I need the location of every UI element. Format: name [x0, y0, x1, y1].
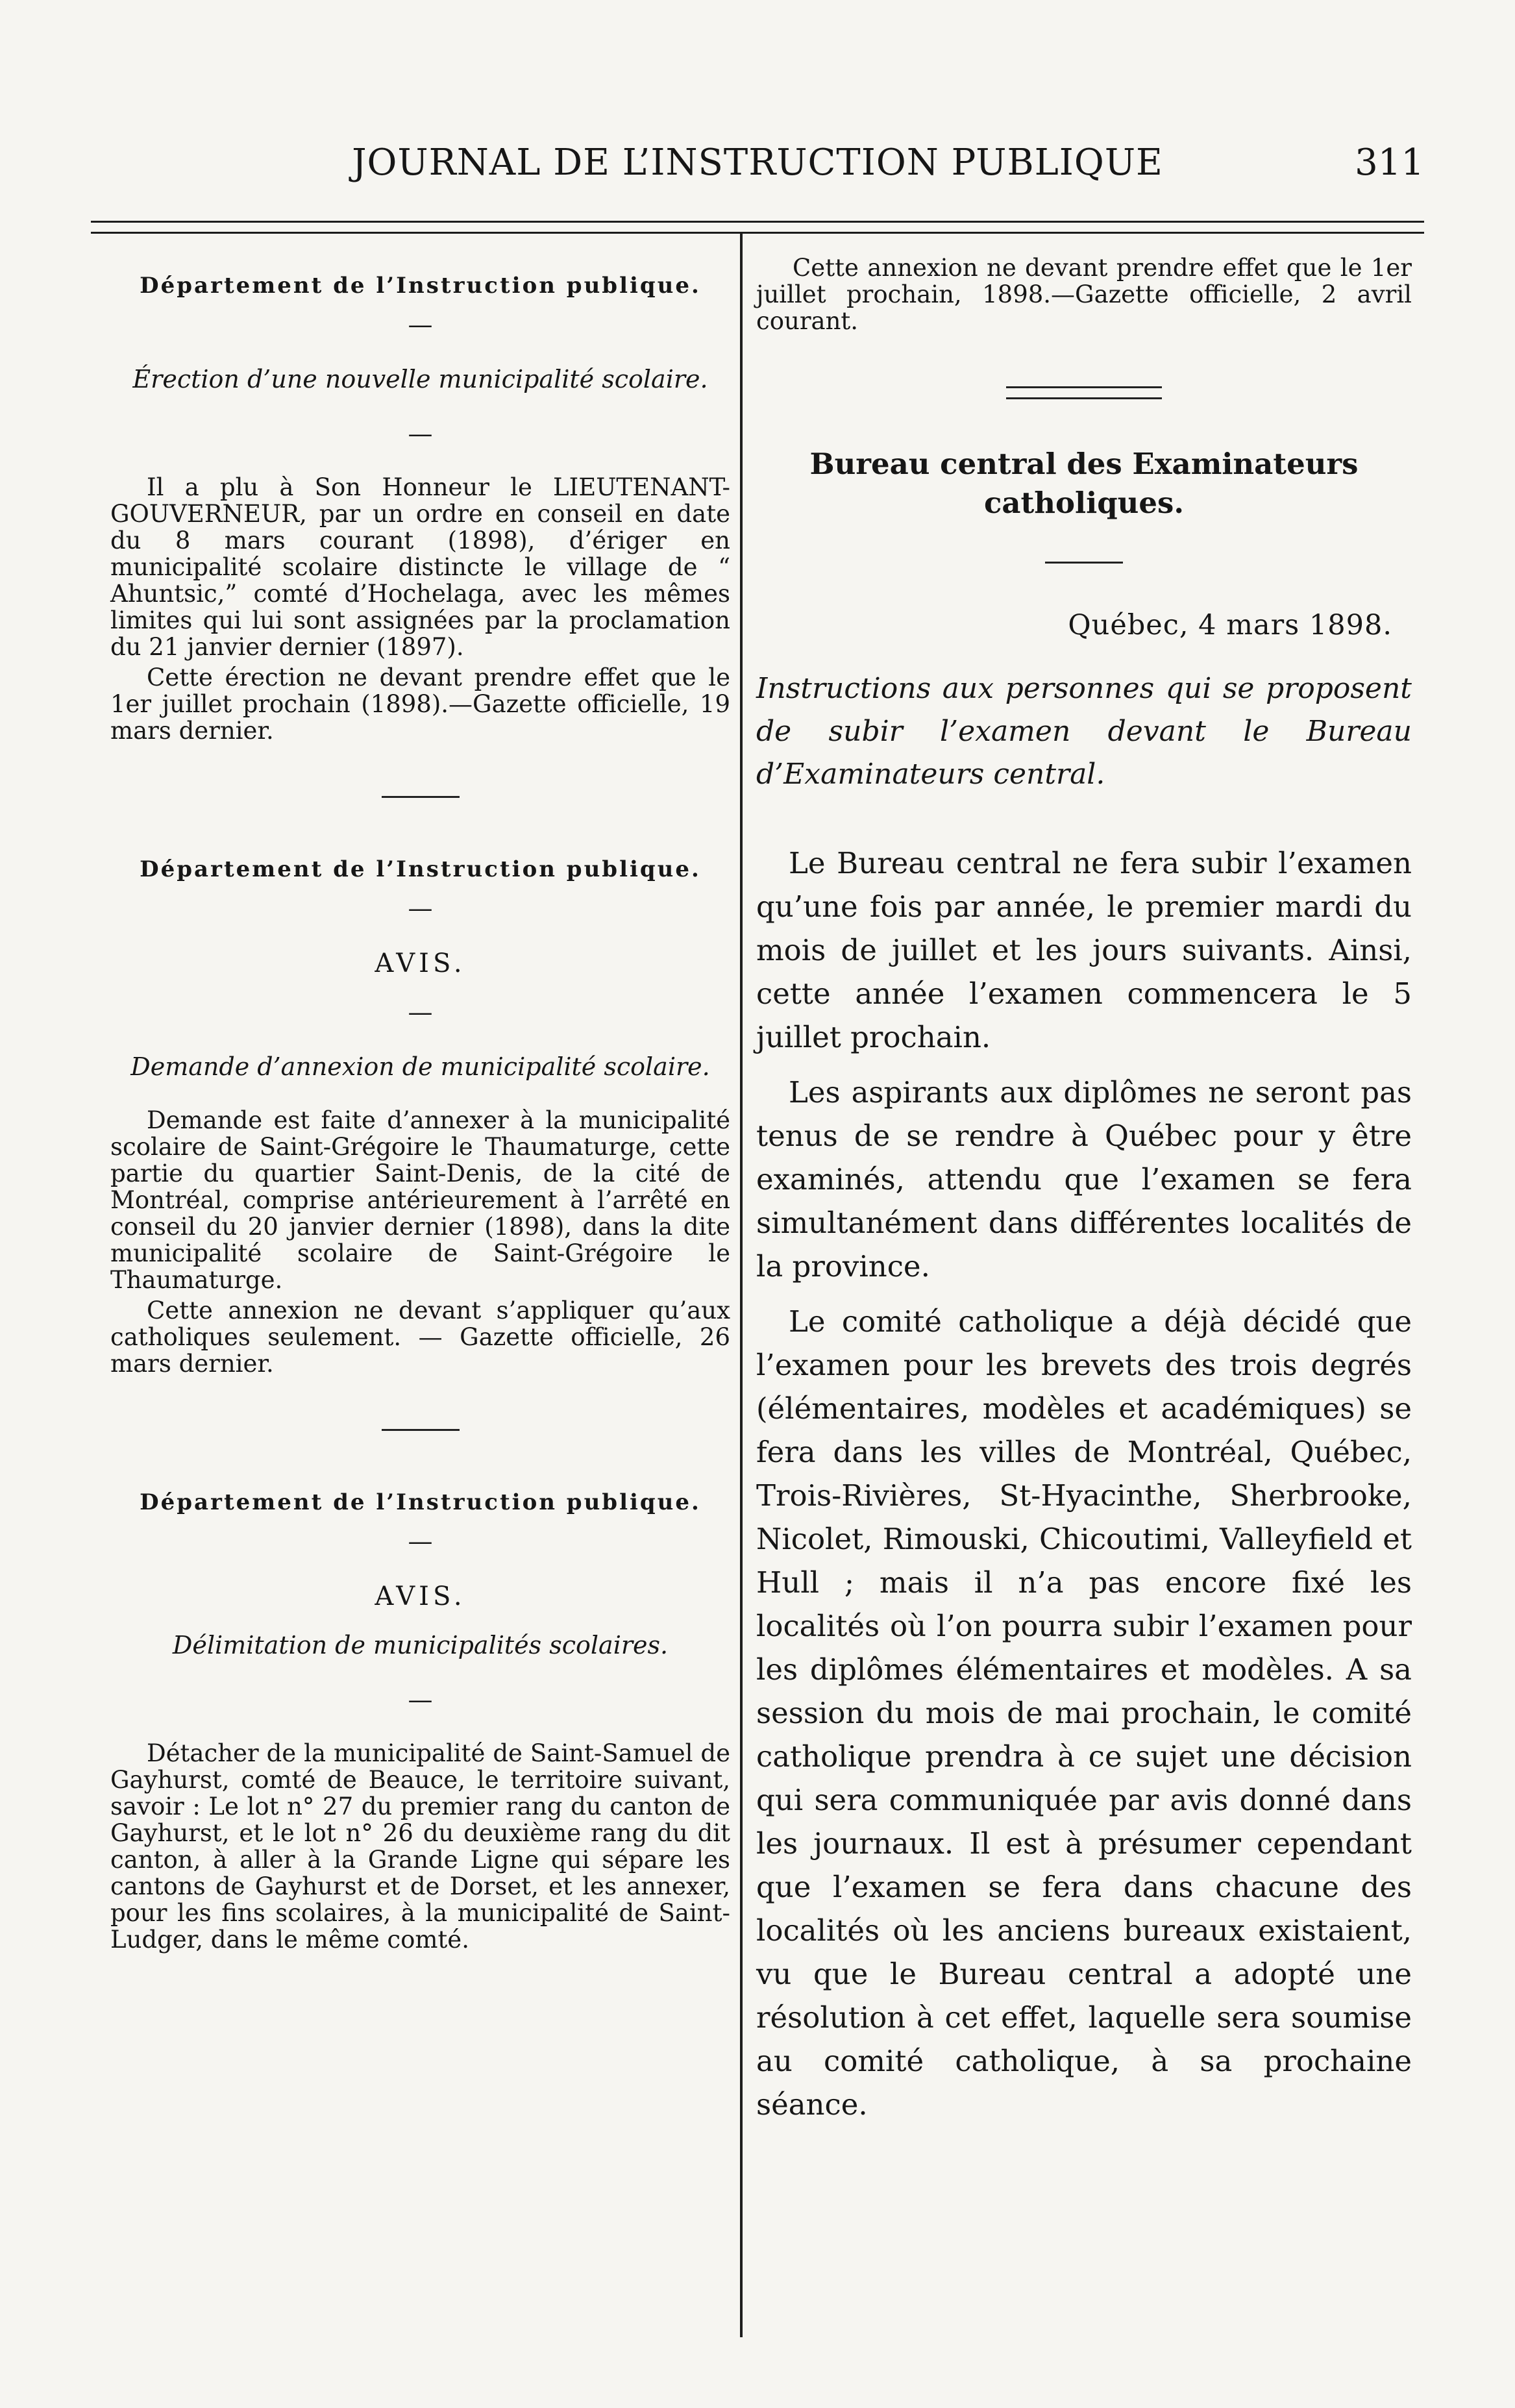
section-caption: Érection d’une nouvelle municipalité scolaire. [132, 365, 708, 393]
dash-separator: — [408, 310, 433, 339]
paragraph: Cette érection ne devant prendre effet que le 1er juillet prochain (1898).—Gazette officielle, 19 mars dernier. [110, 664, 730, 745]
section-caption: Demande d’annexion de municipalité scolaire. [130, 1052, 710, 1081]
paragraph: Cette annexion ne devant s’appliquer qu’aux catholiques seulement. — Gazette officielle, 26 mars dernier. [110, 1297, 730, 1378]
bureau-title: Bureau central des Examinateurs catholiques. [809, 447, 1359, 520]
right-column [756, 254, 1412, 2138]
dash-separator: — [408, 998, 433, 1026]
header-double-rule [91, 221, 1424, 234]
department-heading: Département de l’Instruction publique. [140, 1489, 701, 1515]
instructions-heading: Instructions aux personnes qui se proposent de subir l’examen devant le Bureau d’Examinateurs central. [756, 672, 1412, 791]
department-heading: Département de l’Instruction publique. [140, 273, 701, 299]
paragraph: Demande est faite d’annexer à la municipalité scolaire de Saint-Grégoire le Thaumaturge, cette partie du quartier Saint-Denis, de la cité de Montréal, comprise antérieurement à l’arrêté en conseil du 20 janvier dernier (1898), dans la dite municipalité scolaire de Saint-Grégoire le Thaumaturge. [110, 1106, 730, 1294]
left-column [110, 254, 730, 1957]
dash-separator: — [408, 419, 433, 448]
paragraph: Les aspirants aux diplômes ne seront pas tenus de se rendre à Québec pour y être examinés, attendu que l’examen se fera simultanément dans différentes localités de la province. [756, 1075, 1412, 1284]
double-separator [1006, 386, 1162, 399]
page-header [91, 142, 1424, 206]
section-annexion [110, 856, 730, 1377]
continuation-paragraph: Cette annexion ne devant prendre effet que le 1er juillet prochain, 1898.—Gazette officielle, 2 avril courant. [756, 254, 1412, 335]
department-heading: Département de l’Instruction publique. [140, 856, 701, 882]
paragraph: Détacher de la municipalité de Saint-Samuel de Gayhurst, comté de Beauce, le territoire suivant, savoir : Le lot n° 27 du premier rang du canton de Gayhurst, et le lot n° 26 du deuxième rang du dit canton, à aller à la Grande Ligne qui sépare les cantons de Gayhurst et de Dorset, et les annexer, pour les fins scolaires, à la municipalité de Saint-Ludger, dans le même comté. [110, 1739, 730, 1954]
paragraph: Le comité catholique a déjà décidé que l’examen pour les brevets des trois degrés (élémentaires, modèles et académiques) se fera dans les villes de Montréal, Québec, Trois-Rivières, St-Hyacinthe, Sherbrooke, Nicolet, Rimouski, Chicoutimi, Valleyfield et Hull ; mais il n’a pas encore fixé les localités où l’on pourra subir l’examen pour les diplômes élémentaires et modèles. A sa session du mois de mai prochain, le comité catholique prendra à ce sujet une décision qui sera communiquée par avis donné dans les journaux. Il est à présumer cependant que l’examen se fera dans chacune des localités où les anciens bureaux existaient, vu que le Bureau central a adopté une résolution à cet effet, laquelle sera soumise au comité catholique, à sa prochaine séance. [756, 1304, 1412, 2122]
dash-separator: — [408, 1527, 433, 1556]
section-separator [382, 796, 460, 798]
section-caption: Délimitation de municipalités scolaires. [172, 1631, 669, 1659]
section-delimitation [110, 1489, 730, 1953]
avis-heading: AVIS. [375, 949, 466, 978]
page-number: 311 [1355, 142, 1424, 184]
section-separator [382, 1429, 460, 1431]
dash-separator: — [408, 1685, 433, 1714]
running-title: JOURNAL DE L’INSTRUCTION PUBLIQUE [352, 142, 1163, 184]
paragraph: Le Bureau central ne fera subir l’examen qu’une fois par année, le premier mardi du mois de juillet et les jours suivants. Ainsi, cette année l’examen commencera le 5 juillet prochain. [756, 846, 1412, 1054]
column-divider [740, 234, 743, 2337]
paragraph: Il a plu à Son Honneur le LIEUTENANT-GOUVERNEUR, par un ordre en conseil en date du 8 mars courant (1898), d’ériger en municipalité scolaire distincte le village de “ Ahuntsic,” comté d’Hochelaga, avec les mêmes limites qui lui sont assignées par la proclamation du 21 janvier dernier (1897). [110, 473, 730, 661]
avis-heading: AVIS. [375, 1582, 466, 1611]
section-separator [1045, 562, 1123, 564]
dash-separator: — [408, 894, 433, 923]
place-date: Québec, 4 mars 1898. [1068, 609, 1392, 641]
section-erection [110, 273, 730, 744]
